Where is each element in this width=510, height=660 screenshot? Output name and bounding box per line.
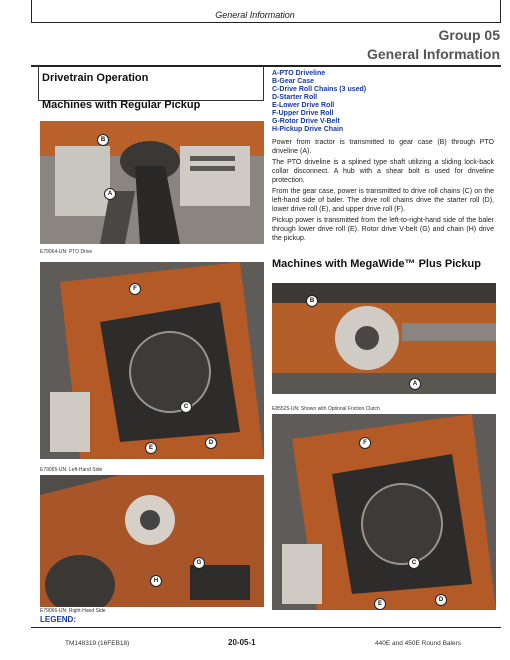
paragraph: From the gear case, power is transmitted to drive roll chains (C) on the left-hand side of baler. The drive roll chains drive the starter roll (D), lower drive roll (E), and upper drive roll (F). (272, 188, 494, 213)
callout-e: E (145, 442, 157, 454)
legend-item: H-Pickup Drive Chain (272, 126, 344, 133)
callout-d: D (435, 594, 447, 606)
legend-item: B-Gear Case (272, 78, 315, 85)
callout-c: C (180, 401, 192, 413)
callout-c: C (408, 557, 420, 569)
figure-caption: E79065-UN: Left-Hand Side (40, 467, 103, 473)
group-title: Group 05 (438, 27, 500, 43)
callout-h: H (150, 575, 162, 587)
figure-caption: E79066-UN: Right-Hand Side (40, 608, 106, 614)
footer-rule (31, 627, 501, 628)
pto-drive-photo (40, 121, 264, 244)
document-number: TM148319 (16FEB18) (65, 640, 130, 647)
figure-caption: E85525-UN: Shown with Optional Friction Clutch (272, 406, 380, 412)
header-rule (31, 22, 501, 23)
callout-a: A (409, 378, 421, 390)
megawide-left-hand-side-photo (272, 414, 496, 610)
group-subtitle: General Information (366, 46, 500, 62)
legend-item: D-Starter Roll (272, 94, 318, 101)
callout-d: D (205, 437, 217, 449)
legend-label: LEGEND: (40, 615, 76, 624)
right-hand-side-photo (40, 475, 264, 607)
product-name: 440E and 450E Round Balers (375, 640, 462, 647)
callout-f: F (129, 283, 141, 295)
callout-a: A (104, 188, 116, 200)
legend-item: G-Rotor Drive V-Belt (272, 118, 340, 125)
callout-b: B (97, 134, 109, 146)
megawide-heading: Machines with MegaWide™ Plus Pickup (272, 258, 481, 270)
callout-f: F (359, 437, 371, 449)
legend-item: F-Upper Drive Roll (272, 110, 334, 117)
paragraph: The PTO driveline is a splined type shaft utilizing a sliding lock-back collar disconnect. A hub with a shear bolt is used for driveline protection. (272, 159, 494, 184)
page-number: 20-05-1 (228, 638, 256, 647)
figure-caption: E79064-UN: PTO Drive (40, 249, 93, 255)
regular-pickup-heading: Machines with Regular Pickup (42, 99, 201, 111)
legend-item: A-PTO Driveline (272, 70, 326, 77)
callout-b: B (306, 295, 318, 307)
section-heading: Drivetrain Operation (42, 72, 149, 84)
legend-item: C-Drive Roll Chains (3 used) (272, 86, 367, 93)
paragraph: Pickup power is transmitted from the left-to-right-hand side of the baler through lower drive roll (E). Rotor drive V-belt (G) and chain (H) drive the pickup. (272, 217, 494, 242)
callout-e: E (374, 598, 386, 610)
left-hand-side-photo (40, 262, 264, 459)
legend-item: E-Lower Drive Roll (272, 102, 335, 109)
callout-g: G (193, 557, 205, 569)
legend-list (272, 70, 366, 134)
paragraph: Power from tractor is transmitted to gear case (B) through PTO driveline (A). (272, 139, 494, 155)
running-header: General Information (215, 10, 295, 20)
